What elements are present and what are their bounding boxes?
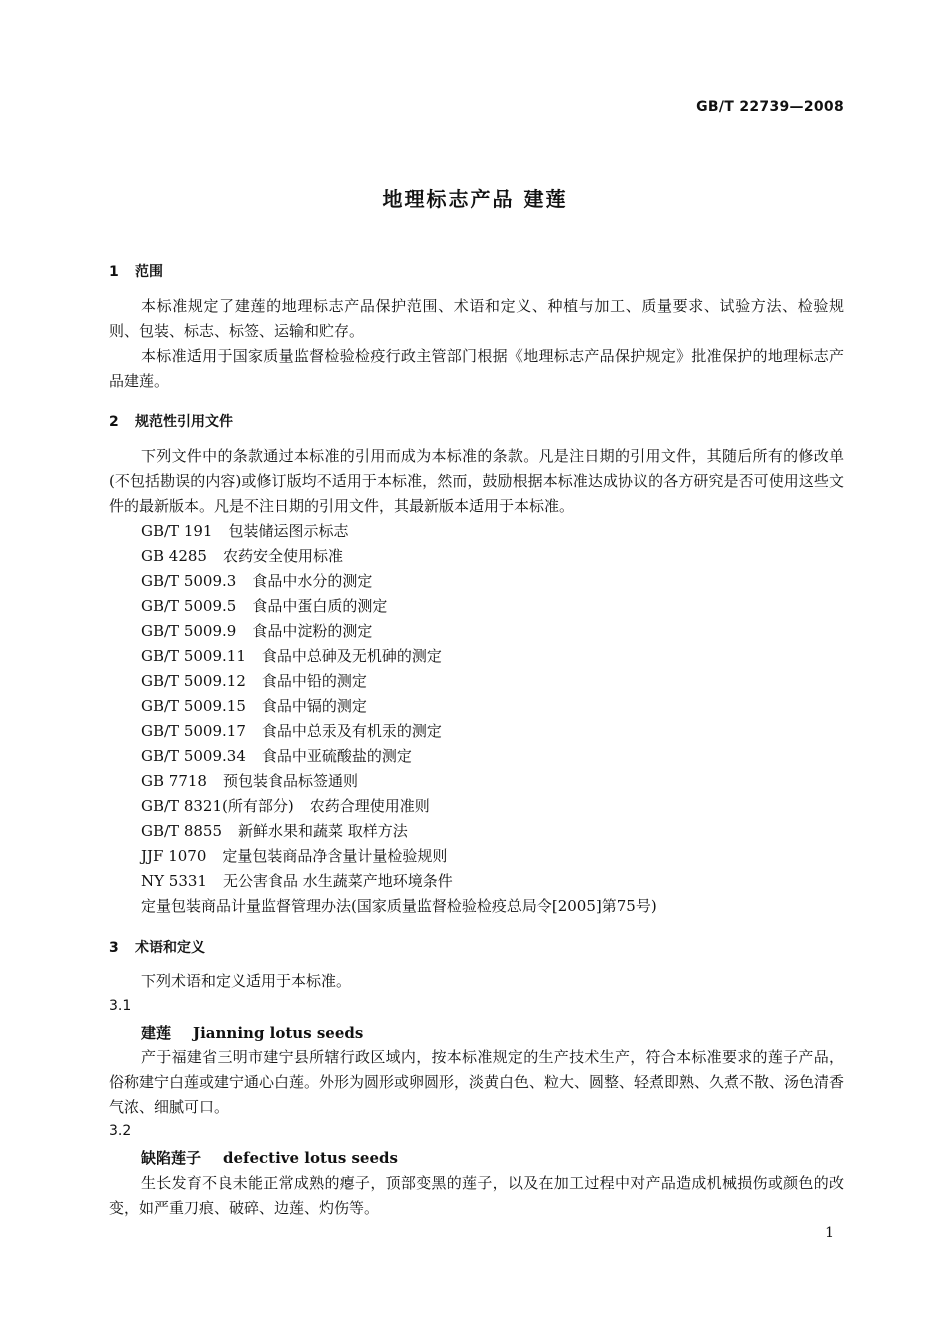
reference-name: 食品中总砷及无机砷的测定 bbox=[261, 647, 442, 665]
reference-code: GB/T 5009.34 bbox=[141, 747, 246, 765]
reference-item-regulation: 定量包装商品计量监督管理办法(国家质量监督检验检疫总局令[2005]第75号) bbox=[141, 897, 657, 915]
reference-name: 预包装食品标签通则 bbox=[222, 772, 358, 790]
section-heading bbox=[109, 937, 205, 957]
reference-code: GB/T 5009.5 bbox=[141, 597, 237, 615]
reference-item bbox=[141, 744, 412, 769]
reference-code: JJF 1070 bbox=[141, 847, 207, 865]
reference-name: 食品中总汞及有机汞的测定 bbox=[261, 722, 442, 740]
paragraph: 本标准适用于国家质量监督检验检疫行政主管部门根据《地理标志产品保护规定》批准保护的地理标志产品建莲。 bbox=[109, 347, 844, 390]
reference-name: 食品中淀粉的测定 bbox=[252, 622, 373, 640]
reference-item bbox=[141, 519, 348, 544]
section-title: 规范性引用文件 bbox=[135, 414, 233, 430]
reference-item bbox=[141, 819, 408, 844]
reference-code: GB/T 5009.12 bbox=[141, 672, 246, 690]
section-number: 1 bbox=[109, 264, 119, 280]
reference-item bbox=[141, 669, 367, 694]
reference-item bbox=[141, 694, 367, 719]
reference-item bbox=[141, 794, 430, 819]
reference-name: 农药安全使用标准 bbox=[222, 547, 343, 565]
reference-item bbox=[141, 844, 447, 869]
term-en: defective lotus seeds bbox=[223, 1149, 398, 1167]
reference-code: GB/T 5009.3 bbox=[141, 572, 237, 590]
term-zh: 建莲 bbox=[141, 1024, 172, 1042]
reference-code: GB/T 8855 bbox=[141, 822, 223, 840]
term-zh: 缺陷莲子 bbox=[141, 1149, 202, 1167]
section-heading bbox=[109, 411, 233, 431]
reference-item bbox=[141, 644, 442, 669]
reference-code: GB/T 5009.15 bbox=[141, 697, 246, 715]
page-number: 1 bbox=[825, 1225, 834, 1241]
reference-name: 食品中水分的测定 bbox=[252, 572, 373, 590]
reference-item bbox=[141, 569, 372, 594]
term-number: 3.1 bbox=[109, 998, 132, 1014]
reference-code: GB/T 5009.11 bbox=[141, 647, 246, 665]
reference-name: 食品中亚硫酸盐的测定 bbox=[261, 747, 412, 765]
reference-name: 新鲜水果和蔬菜 取样方法 bbox=[238, 822, 408, 840]
reference-code: GB 7718 bbox=[141, 772, 207, 790]
section-title: 术语和定义 bbox=[135, 940, 205, 956]
reference-code: GB/T 191 bbox=[141, 522, 213, 540]
reference-code: GB 4285 bbox=[141, 547, 207, 565]
section-number: 3 bbox=[109, 940, 119, 956]
term-definition: 产于福建省三明市建宁县所辖行政区域内，按本标准规定的生产技术生产，符合本标准要求的莲子产品，俗称建宁白莲或建宁通心白莲。外形为圆形或卵圆形，淡黄白色、粒大、圆整、轻煮即熟、久煮不散、汤色清香气浓、细腻可口。 bbox=[109, 1048, 845, 1116]
term-en: Jianning lotus seeds bbox=[193, 1024, 364, 1042]
section-intro: 下列术语和定义适用于本标准。 bbox=[141, 972, 352, 990]
reference-name: 无公害食品 水生蔬菜产地环境条件 bbox=[222, 872, 453, 890]
reference-code: GB/T 5009.9 bbox=[141, 622, 237, 640]
reference-item bbox=[141, 619, 372, 644]
reference-item bbox=[141, 719, 442, 744]
reference-item bbox=[141, 544, 343, 569]
reference-code: GB/T 5009.17 bbox=[141, 722, 246, 740]
reference-name: 食品中镉的测定 bbox=[261, 697, 367, 715]
reference-name: 食品中蛋白质的测定 bbox=[252, 597, 388, 615]
paragraph: 本标准规定了建莲的地理标志产品保护范围、术语和定义、种植与加工、质量要求、试验方法、检验规则、包装、标志、标签、运输和贮存。 bbox=[109, 297, 844, 340]
reference-code: GB/T 8321(所有部分) bbox=[141, 797, 294, 815]
term-number: 3.2 bbox=[109, 1123, 132, 1139]
section-number: 2 bbox=[109, 414, 119, 430]
standard-code: GB/T 22739—2008 bbox=[696, 99, 844, 115]
paragraph: 下列文件中的条款通过本标准的引用而成为本标准的条款。凡是注日期的引用文件，其随后所有的修改单(不包括勘误的内容)或修订版均不适用于本标准，然而，鼓励根据本标准达成协议的各方研究是否可使用这些文件的最新版本。凡是不注日期的引用文件，其最新版本适用于本标准。 bbox=[109, 447, 844, 515]
term-entry bbox=[141, 1022, 363, 1043]
section-title: 范围 bbox=[135, 264, 163, 280]
reference-code: NY 5331 bbox=[141, 872, 207, 890]
reference-item bbox=[141, 594, 387, 619]
reference-name: 农药合理使用准则 bbox=[309, 797, 430, 815]
term-entry bbox=[141, 1147, 398, 1168]
section-heading bbox=[109, 261, 163, 281]
reference-item bbox=[141, 769, 358, 794]
document-title: 地理标志产品 建莲 bbox=[382, 187, 568, 211]
term-definition: 生长发育不良未能正常成熟的瘪子，顶部变黑的莲子，以及在加工过程中对产品造成机械损伤或颜色的改变，如严重刀痕、破碎、边莲、灼伤等。 bbox=[109, 1174, 844, 1217]
reference-item bbox=[141, 869, 453, 894]
reference-name: 定量包装商品净含量计量检验规则 bbox=[222, 847, 448, 865]
reference-name: 食品中铅的测定 bbox=[261, 672, 367, 690]
reference-name: 包装储运图示标志 bbox=[228, 522, 349, 540]
